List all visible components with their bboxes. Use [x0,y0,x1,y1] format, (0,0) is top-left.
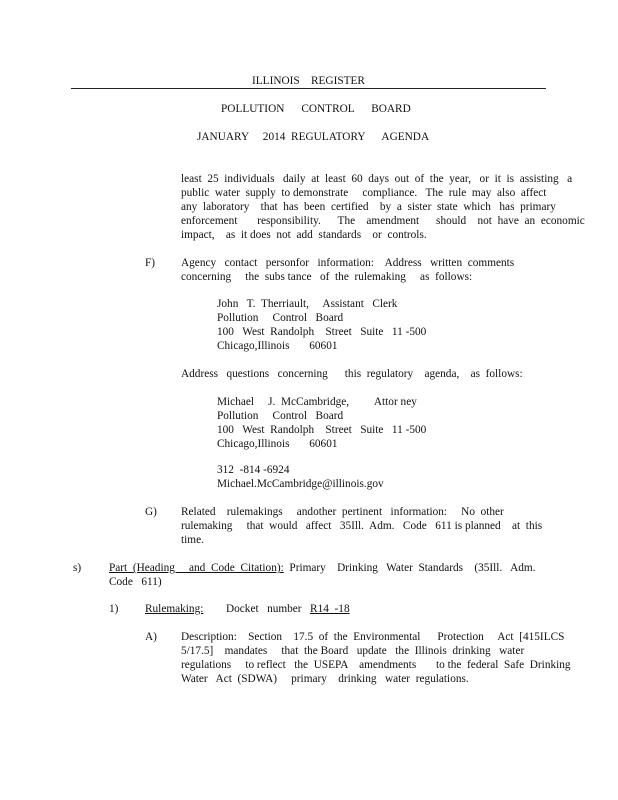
docket-label: Docket number [203,603,311,615]
contact-phone: 312 -814 -6924 [217,464,290,476]
text-line: Agency contact personfor information: Address written comments [181,257,515,269]
contact-address-attorney [217,395,426,451]
header-rule [71,88,546,89]
contact-name: John T. Therriault, Assistant Clerk [217,298,398,310]
text-line: least 25 individuals daily at least 60 days out of the year, or it is assisting a [181,173,573,185]
rulemaking-label: Rulemaking: [145,603,204,615]
board-title: POLLUTION CONTROL BOARD [221,103,411,115]
text-line: 5/17.5] mandates that the Board update the Illinois drinking water [181,645,525,657]
item-f-text [181,256,514,284]
item-a-description [181,630,571,686]
contact-street: 100 West Randolph Street Suite 11 -500 [217,424,427,436]
item-s-marker: s) [73,562,82,574]
continuation-paragraph [181,172,585,242]
text-line: time. [181,534,204,546]
item-f-marker: F) [145,257,156,269]
part-code-line: Code 611) [109,576,162,588]
contact-city: Chicago,Illinois 60601 [217,438,338,450]
contact-org: Pollution Control Board [217,312,344,324]
text-line: Description: Section 17.5 of the Environmental Protection Act [415ILCS [181,631,565,643]
item-1-marker: 1) [109,603,119,615]
contact-city: Chicago,Illinois 60601 [217,340,338,352]
text-line: impact, as it does not add standards or controls. [181,229,427,241]
part-heading-value: Primary Drinking Water Standards (35Ill. Adm. [283,562,536,574]
part-heading-label: Part (Heading and Code Citation): [109,562,284,574]
item-g-marker: G) [145,506,157,518]
contact-name: Michael J. McCambridge, Attor ney [217,396,417,408]
text-line: concerning the subs tance of the rulemaking as follows: [181,271,473,283]
item-a-marker: A) [145,631,157,643]
text-line: Water Act (SDWA) primary drinking water regulations. [181,673,469,685]
part-heading-line [109,561,536,575]
text-line: Related rulemakings andother pertinent information: No other [181,506,504,518]
text-line: public water supply to demonstrate compliance. The rule may also affect [181,187,547,199]
agenda-title: JANUARY 2014 REGULATORY AGENDA [197,131,430,143]
contact-street: 100 West Randolph Street Suite 11 -500 [217,326,427,338]
register-title: ILLINOIS REGISTER [252,75,365,87]
text-line: any laboratory that has been certified by a sister state which has primary [181,201,556,213]
item-g-text [181,505,542,547]
contact-phone-email [217,463,384,491]
questions-line: Address questions concerning this regulatory agenda, as follows: [181,368,523,380]
rulemaking-line [145,602,350,616]
text-line: regulations to reflect the USEPA amendments to the federal Safe Drinking [181,659,571,671]
contact-email: Michael.McCambridge@illinois.gov [217,478,384,490]
contact-org: Pollution Control Board [217,410,344,422]
text-line: enforcement responsibility. The amendment should not have an economic [181,215,585,227]
text-line: rulemaking that would affect 35Ill. Adm. Code 611 is planned at this [181,520,543,532]
docket-number: R14 -18 [310,603,350,615]
item-s-text [109,561,536,589]
contact-address-clerk [217,297,426,353]
